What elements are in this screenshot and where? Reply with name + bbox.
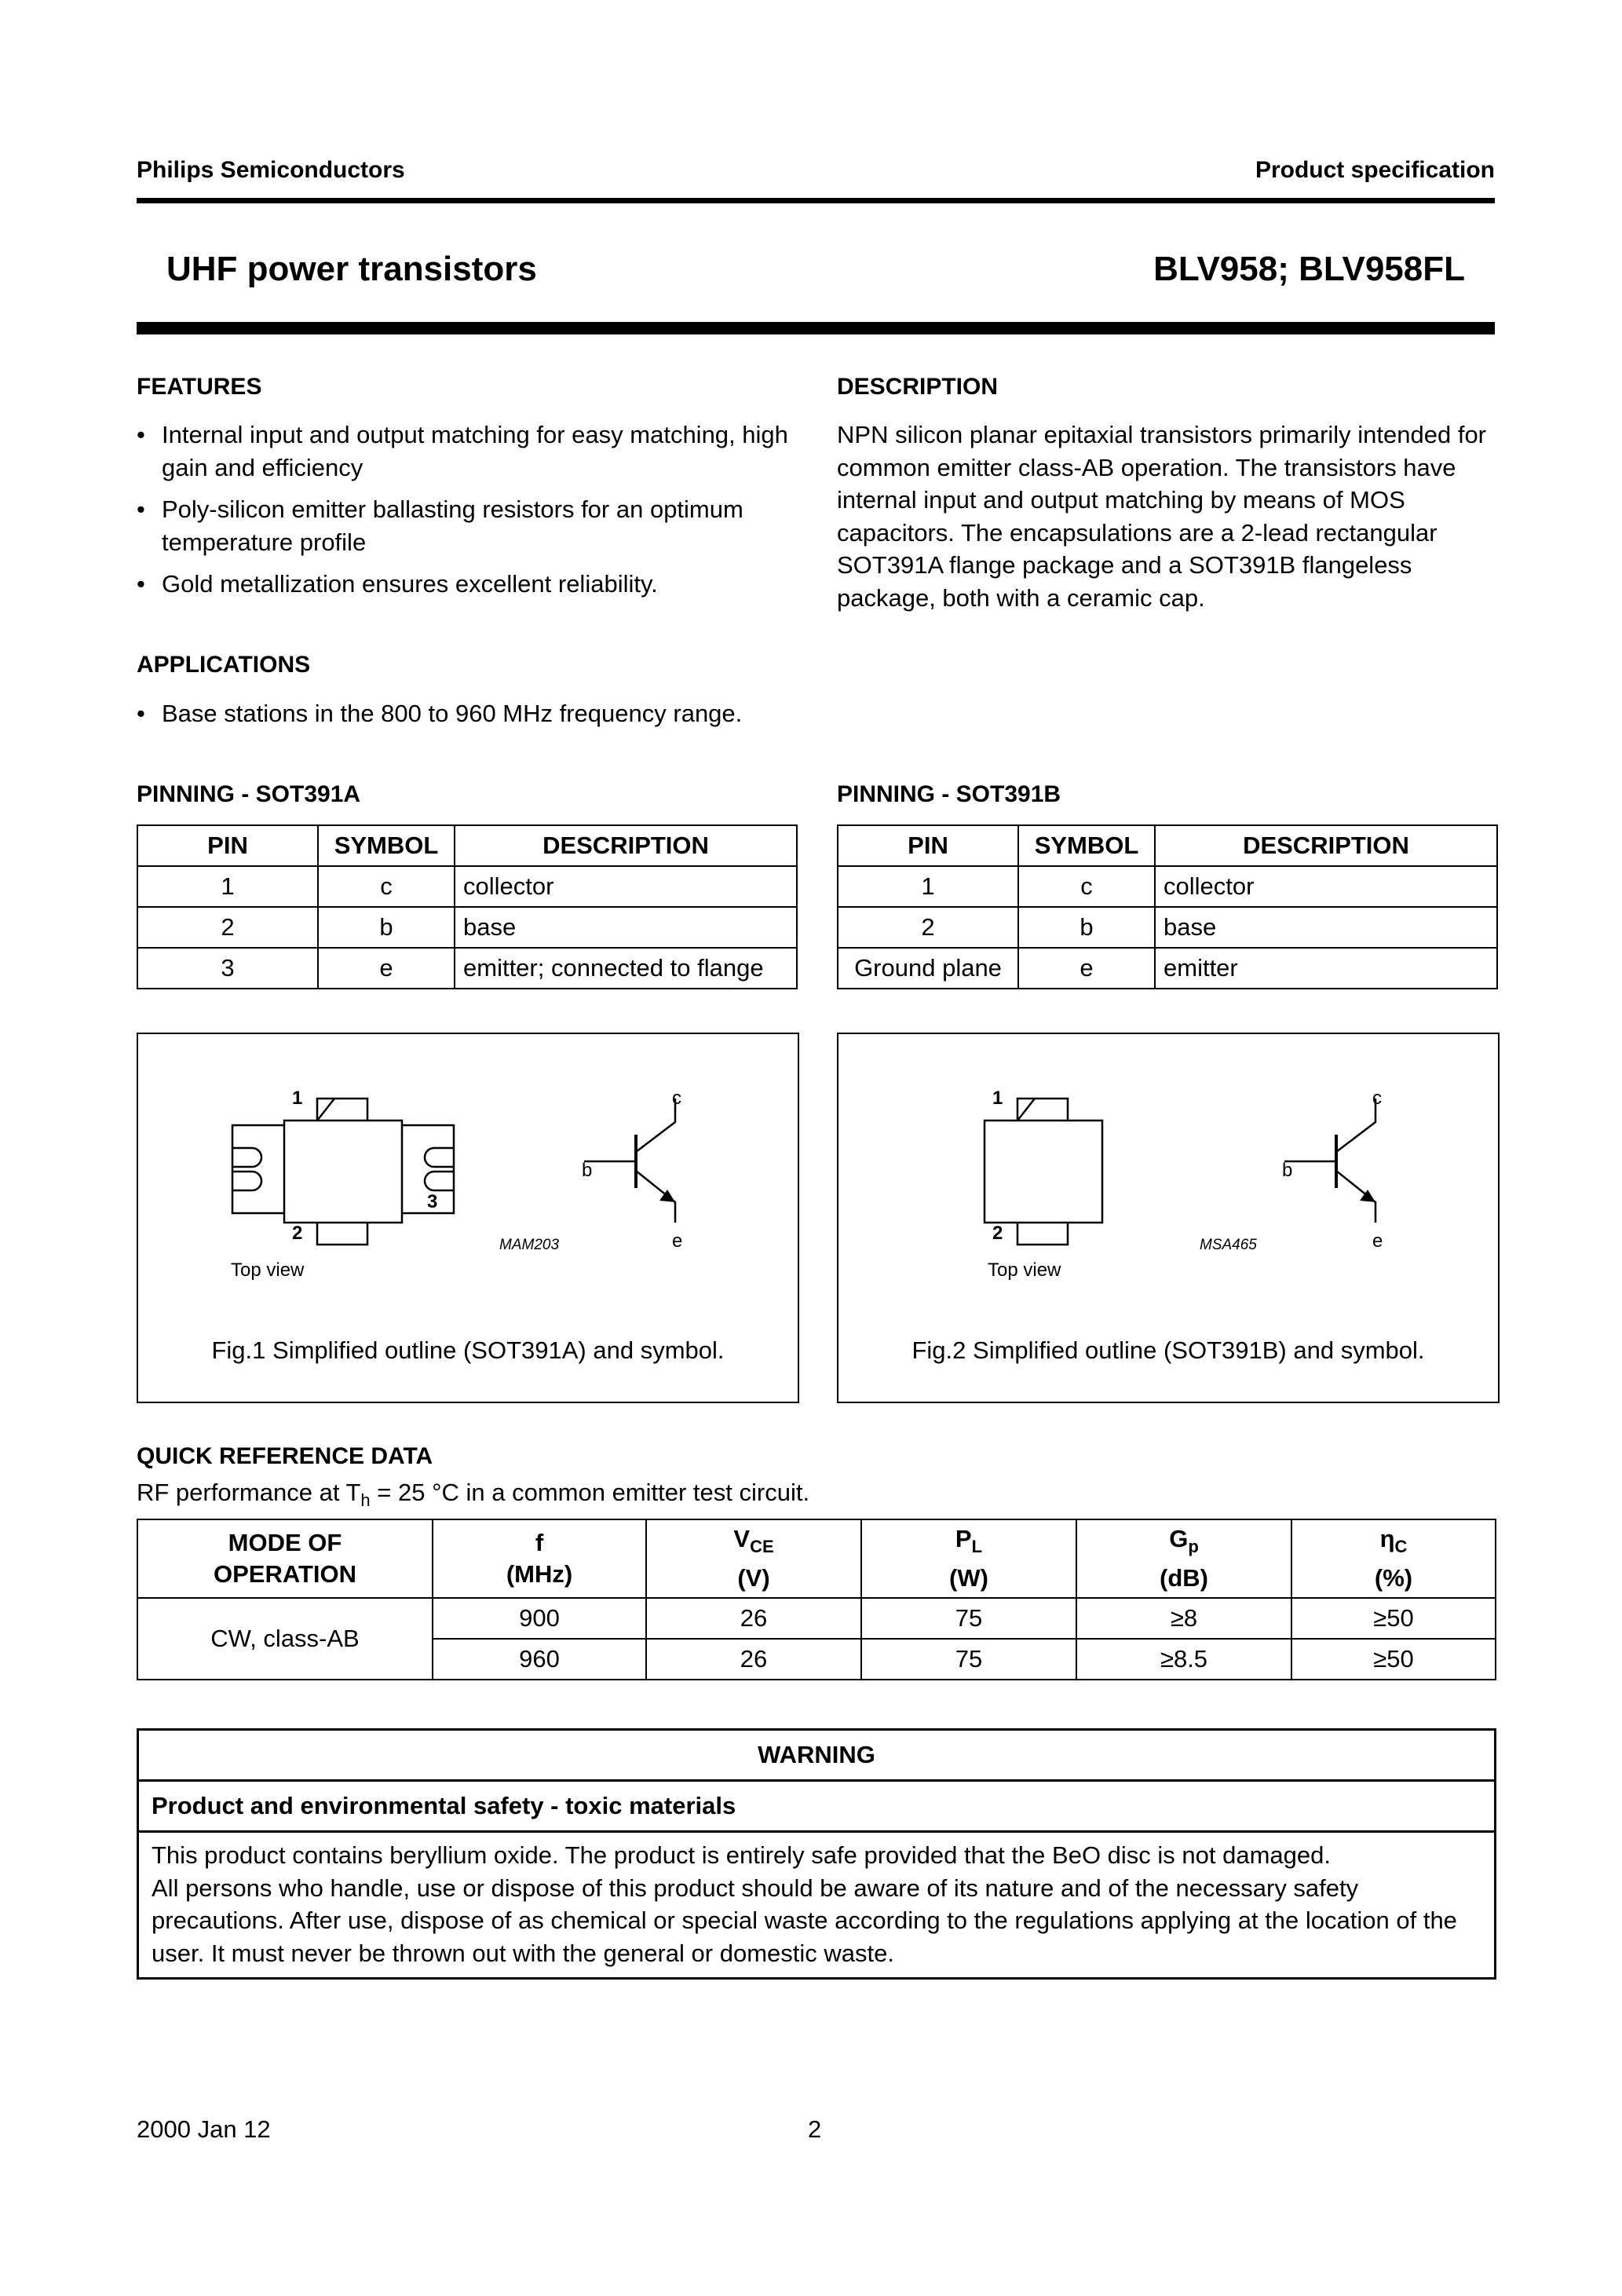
header-subscript: L <box>971 1537 983 1557</box>
data-cell: ≥8.5 <box>1076 1639 1291 1680</box>
table-header-row <box>137 825 797 866</box>
table-row <box>137 866 797 907</box>
figure-1 <box>137 1033 799 1403</box>
figure-code: MAM203 <box>499 1237 560 1253</box>
header-subscript: CE <box>750 1537 774 1557</box>
warning-text: All persons who handle, use or dispose of this product should be aware of its nature and of the necessary safety precautions. After use, dispose of as chemical or special waste according to the regulations applying at the location of the user. It must never be thrown out with the general or domestic waste. <box>152 1874 1457 1967</box>
symbol-cell: c <box>1018 866 1155 907</box>
pin-cell: 2 <box>137 907 318 948</box>
header-subscript: p <box>1188 1537 1199 1557</box>
features-list <box>137 419 796 610</box>
application-item: • Base stations in the 800 to 960 MHz frequency range. <box>137 697 812 730</box>
quick-reference-heading: QUICK REFERENCE DATA <box>137 1443 433 1469</box>
header-text: V <box>733 1524 751 1552</box>
pin-cell: 1 <box>137 866 318 907</box>
symbol-cell: b <box>1018 907 1155 948</box>
column-header: DESCRIPTION <box>455 825 797 866</box>
column-header-pl <box>861 1519 1076 1598</box>
column-header-efficiency <box>1291 1519 1496 1598</box>
company-name: Philips Semiconductors <box>137 157 405 183</box>
pin-cell: 1 <box>838 866 1018 907</box>
feature-item: • Poly-silicon emitter ballasting resistors for an optimum temperature profile <box>137 493 796 558</box>
symbol-cell: b <box>318 907 455 948</box>
table-row <box>137 948 797 989</box>
pinning-a-table <box>137 824 798 989</box>
page-title: UHF power transistors <box>166 250 537 288</box>
description-cell: base <box>1155 907 1497 948</box>
header-text: P <box>955 1524 972 1552</box>
pinning-b-table <box>837 824 1498 989</box>
warning-text: This product contains beryllium oxide. The product is entirely safe provided that the BeO disc is not damaged. <box>152 1841 1332 1869</box>
pin-cell: Ground plane <box>838 948 1018 989</box>
column-header-mode <box>137 1519 433 1598</box>
header-unit: (V) <box>737 1564 770 1592</box>
pin-2-label: 2 <box>292 1223 303 1244</box>
column-header: DESCRIPTION <box>1155 825 1497 866</box>
quick-reference-table <box>137 1519 1496 1680</box>
subtitle-text: RF performance at T <box>137 1479 361 1506</box>
data-cell: 960 <box>433 1639 646 1680</box>
part-numbers: BLV958; BLV958FL <box>1153 250 1465 288</box>
feature-item: • Gold metallization ensures excellent reliability. <box>137 568 796 601</box>
description-cell: emitter <box>1155 948 1497 989</box>
pin-1-label: 1 <box>292 1088 303 1109</box>
emitter-label: e <box>672 1230 683 1252</box>
header-unit: (W) <box>949 1564 988 1592</box>
pinning-b-heading: PINNING - SOT391B <box>837 781 1061 807</box>
header-text: MODE OF <box>228 1529 342 1556</box>
column-header: SYMBOL <box>318 825 455 866</box>
description-heading: DESCRIPTION <box>837 374 999 400</box>
subtitle-text: = 25 °C in a common emitter test circuit. <box>370 1479 810 1506</box>
description-cell: emitter; connected to flange <box>455 948 797 989</box>
column-header-frequency <box>433 1519 646 1598</box>
column-header: PIN <box>137 825 318 866</box>
data-cell: 26 <box>646 1639 861 1680</box>
description-cell: base <box>455 907 797 948</box>
page-number: 2 <box>808 2115 822 2143</box>
column-header-vce <box>646 1519 861 1598</box>
header-unit: (dB) <box>1160 1564 1208 1592</box>
header-text: f <box>535 1529 544 1556</box>
data-cell: 75 <box>861 1598 1076 1639</box>
table-header-row <box>838 825 1497 866</box>
pin-cell: 2 <box>838 907 1018 948</box>
warning-title: WARNING <box>139 1731 1494 1782</box>
features-heading: FEATURES <box>137 374 262 400</box>
header-rule <box>137 198 1495 203</box>
top-view-label: Top view <box>231 1260 305 1281</box>
base-label: b <box>1282 1160 1293 1181</box>
symbol-cell: e <box>318 948 455 989</box>
data-cell: ≥50 <box>1291 1639 1496 1680</box>
header-unit: (%) <box>1374 1564 1413 1592</box>
base-label: b <box>582 1160 593 1181</box>
figure-1-caption: Fig.1 Simplified outline (SOT391A) and symbol. <box>211 1336 725 1364</box>
figure-2 <box>837 1033 1500 1403</box>
top-view-label: Top view <box>988 1260 1061 1281</box>
table-row <box>838 866 1497 907</box>
table-row <box>137 907 797 948</box>
pin-2-label: 2 <box>992 1223 1003 1244</box>
warning-box <box>137 1728 1496 1980</box>
quick-reference-subtitle <box>137 1476 809 1517</box>
table-header-row <box>137 1519 1496 1598</box>
description-text: NPN silicon planar epitaxial transistors primarily intended for common emitter class-AB operation. The transistors have internal input and output matching by means of MOS capacitors. The encapsulations are a 2-lead rectangular SOT391A flange package and a SOT391B flangeless package, both with a ceramic cap. <box>837 421 1487 612</box>
header-subscript: C <box>1394 1537 1408 1557</box>
applications-heading: APPLICATIONS <box>137 652 311 678</box>
warning-body <box>139 1833 1494 1977</box>
footer-date: 2000 Jan 12 <box>137 2115 271 2143</box>
figure-code: MSA465 <box>1200 1237 1257 1253</box>
symbol-cell: e <box>1018 948 1155 989</box>
warning-subtitle: Product and environmental safety - toxic materials <box>139 1782 1494 1833</box>
header-unit: (MHz) <box>506 1560 573 1588</box>
column-header: PIN <box>838 825 1018 866</box>
table-row <box>838 948 1497 989</box>
header-text: G <box>1169 1524 1189 1552</box>
collector-label: c <box>672 1088 681 1109</box>
column-header: SYMBOL <box>1018 825 1155 866</box>
pin-3-label: 3 <box>427 1191 438 1212</box>
symbol-cell: c <box>318 866 455 907</box>
collector-label: c <box>1372 1088 1382 1109</box>
description-cell: collector <box>455 866 797 907</box>
header-text: OPERATION <box>214 1560 356 1588</box>
pinning-a-heading: PINNING - SOT391A <box>137 781 361 807</box>
pin-1-label: 1 <box>992 1088 1003 1109</box>
table-row <box>838 907 1497 948</box>
data-cell: 75 <box>861 1639 1076 1680</box>
data-cell: ≥50 <box>1291 1598 1496 1639</box>
title-rule <box>137 322 1495 335</box>
pin-cell: 3 <box>137 948 318 989</box>
mode-cell: CW, class-AB <box>137 1598 433 1680</box>
description-cell: collector <box>1155 866 1497 907</box>
applications-list <box>137 697 812 740</box>
data-cell: 900 <box>433 1598 646 1639</box>
feature-item: • Internal input and output matching for easy matching, high gain and efficiency <box>137 419 796 484</box>
figure-2-caption: Fig.2 Simplified outline (SOT391B) and symbol. <box>911 1336 1425 1364</box>
data-cell: ≥8 <box>1076 1598 1291 1639</box>
document-type: Product specification <box>1255 157 1495 183</box>
emitter-label: e <box>1372 1230 1383 1252</box>
header-text: η <box>1379 1524 1395 1552</box>
data-cell: 26 <box>646 1598 861 1639</box>
table-row <box>137 1598 1496 1639</box>
subtitle-subscript: h <box>360 1490 371 1511</box>
column-header-gp <box>1076 1519 1291 1598</box>
